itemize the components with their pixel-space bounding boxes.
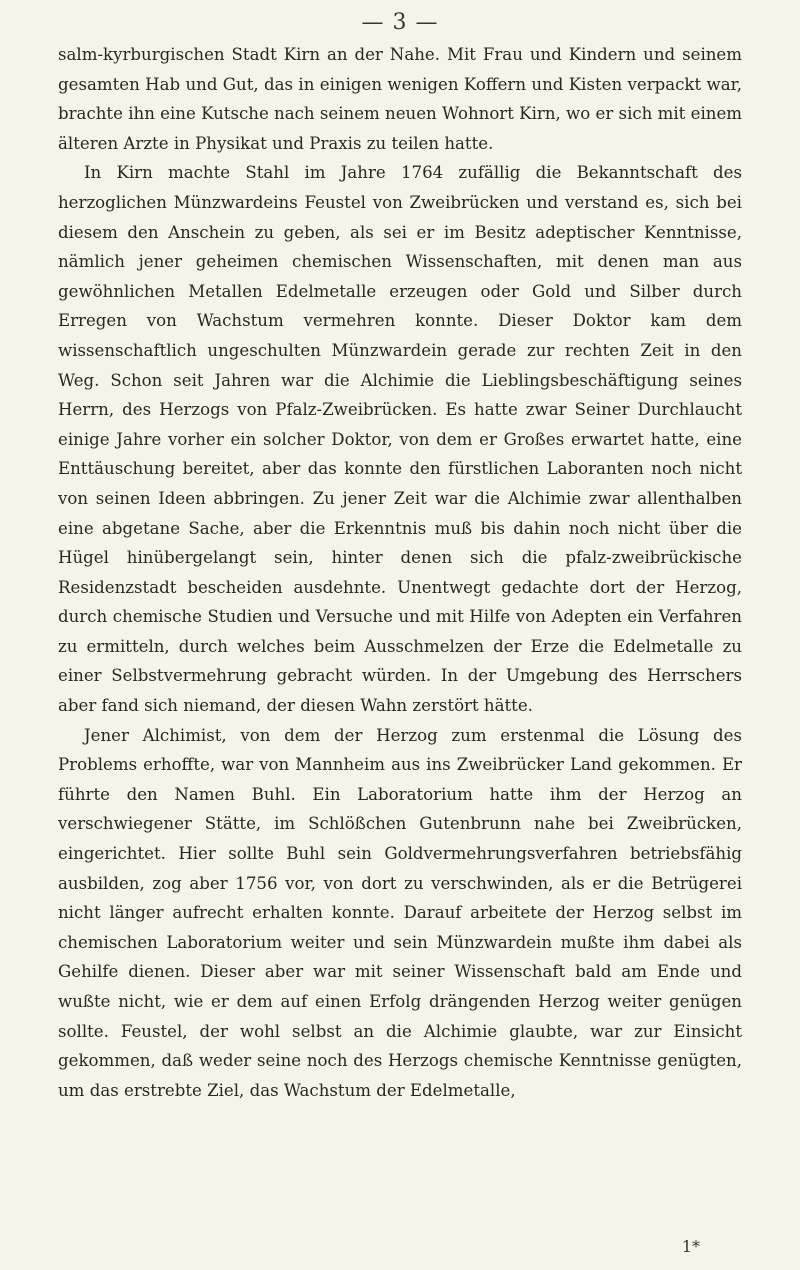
paragraph-2: In Kirn machte Stahl im Jahre 1764 zufällig die Bekanntschaft des herzoglichen Münzwardeins Feustel von Zweibrücken und verstand es, sich bei diesem den Anschein zu geben, als sei er im Besitz adeptischer Kenntnisse, nämlich jener geheimen chemischen Wissenschaften, mit denen man aus gewöhnlichen Metallen Edelmetalle erzeugen oder Gold und Silber durch Erregen von Wachstum vermehren konnte. Dieser Doktor kam dem wissenschaftlich ungeschulten Münzwardein gerade zur rechten Zeit in den Weg. Schon seit Jahren war die Alchimie die Lieblingsbeschäftigung seines Herrn, des Herzogs von Pfalz-Zweibrücken. Es hatte zwar Seiner Durchlaucht einige Jahre vorher ein solcher Doktor, von dem er Großes erwartet hatte, eine Enttäuschung bereitet, aber das konnte den fürstlichen Laboranten noch nicht von seinen Ideen abbringen. Zu jener Zeit war die Alchimie zwar allenthalben eine abgetane Sache, aber die Erkenntnis muß bis dahin noch nicht über die Hügel hinübergelangt sein, hinter denen sich die pfalz-zweibrückische Residenzstadt bescheiden ausdehnte. Unentwegt gedachte dort der Herzog, durch chemische Studien und Versuche und mit Hilfe von Adepten ein Verfahren zu ermitteln, durch welches beim Ausschmelzen der Erze die Edelmetalle zu einer Selbstvermehrung gebracht würden. In der Umgebung des Herrschers aber fand sich niemand, der diesen Wahn zerstört hätte. bbox=[58, 163, 742, 716]
signature-mark: 1* bbox=[681, 1237, 700, 1256]
paragraph-1: salm-kyrburgischen Stadt Kirn an der Nahe. Mit Frau und Kindern und seinem gesamten Hab und Gut, das in einigen wenigen Koffern und Kisten verpackt war, brachte ihn eine Kutsche nach seinem neuen Wohnort Kirn, wo er sich mit einem älteren Arzte in Physikat und Praxis zu teilen hatte. bbox=[58, 45, 742, 153]
paragraph-3: Jener Alchimist, von dem der Herzog zum erstenmal die Lösung des Problems erhoffte, war von Mannheim aus ins Zweibrücker Land gekommen. Er führte den Namen Buhl. Ein Laboratorium hatte ihm der Herzog an verschwiegener Stätte, im Schlößchen Gutenbrunn nahe bei Zweibrücken, eingerichtet. Hier sollte Buhl sein Goldvermehrungsverfahren betriebsfähig ausbilden, zog aber 1756 vor, von dort zu verschwinden, als er die Betrügerei nicht länger aufrecht erhalten konnte. Darauf arbeitete der Herzog selbst im chemischen Laboratorium weiter und sein Münzwardein mußte ihm dabei als Gehilfe dienen. Dieser aber war mit seiner Wissenschaft bald am Ende und wußte nicht, wie er dem auf einen Erfolg drängenden Herzog weiter genügen sollte. Feustel, der wohl selbst an die Alchimie glaubte, war zur Einsicht gekommen, daß weder seine noch des Herzogs chemische Kenntnisse genügten, um das erstrebte Ziel, das Wachstum der Edelmetalle, bbox=[58, 725, 742, 1100]
page-number-header: — 3 — bbox=[361, 10, 439, 35]
